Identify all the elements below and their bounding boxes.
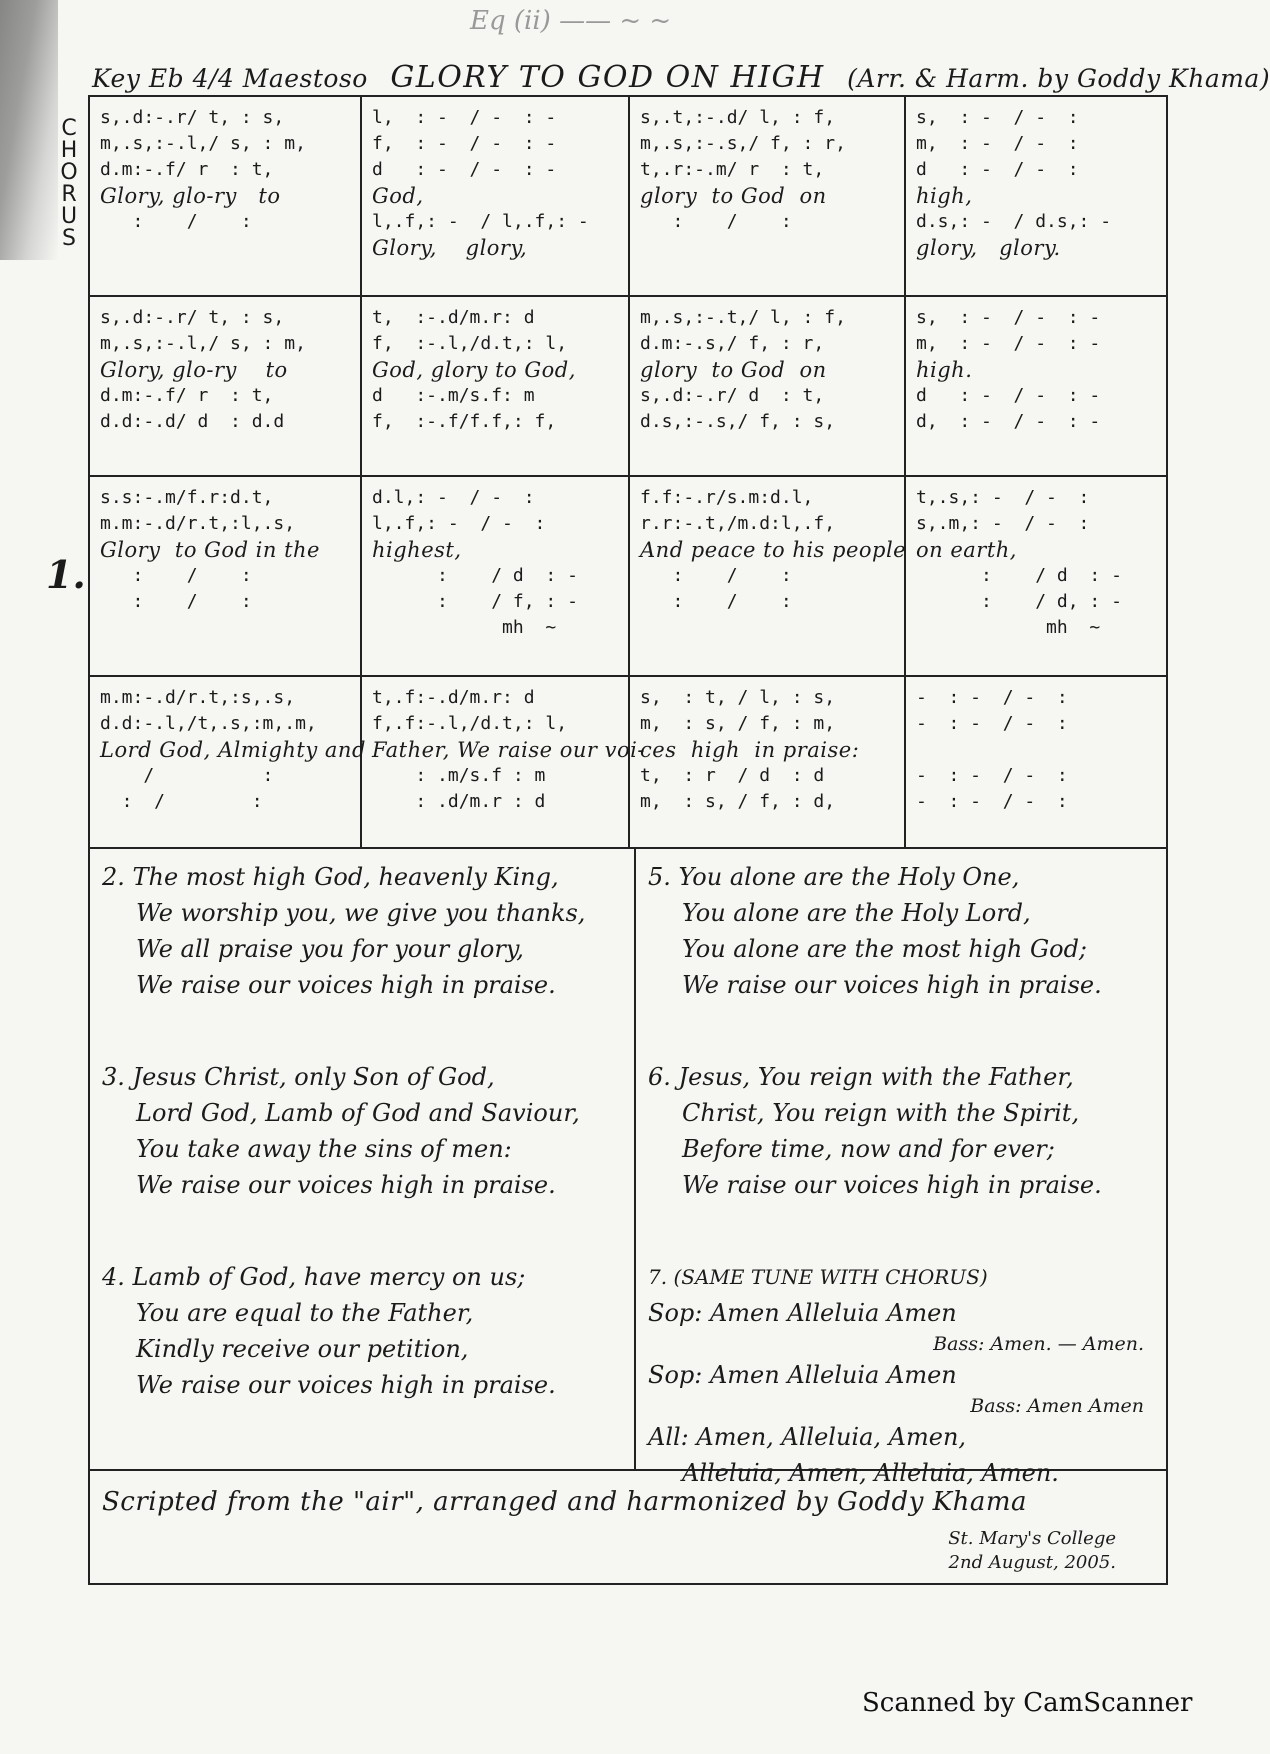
lyric-line: ces high in praise:: [640, 738, 860, 762]
chorus-letter: O: [60, 160, 78, 185]
lyric-line: And peace to his people: [640, 538, 907, 562]
solfa-line: - : - / - :: [916, 765, 1068, 786]
verse-line: We worship you, we give you thanks,: [136, 899, 586, 927]
chorus-letter: H: [60, 138, 78, 163]
solfa-line: mh ~: [372, 617, 557, 638]
chorus-letter: C: [61, 116, 77, 141]
verse-7-line: Sop: Amen Alleluia Amen: [648, 1361, 957, 1389]
solfa-line: d.s,: - / d.s,: -: [916, 211, 1112, 232]
verse-line: 3. Jesus Christ, only Son of God,: [102, 1063, 495, 1091]
lyric-line: God, glory to God,: [372, 358, 576, 382]
solfa-line: s, : - / - : -: [916, 307, 1101, 328]
lyric-line: highest,: [372, 538, 462, 562]
music-cell: [630, 297, 906, 477]
verse-4: [90, 1249, 636, 1471]
verse-6: [636, 1049, 1166, 1249]
arranger-credit: (Arr. & Harm. by Goddy Khama): [847, 64, 1270, 93]
solfa-line: d.s,:-.s,/ f, : s,: [640, 411, 836, 432]
solfa-line: m,.s,:-.l,/ s, : m,: [100, 333, 306, 354]
solfa-line: s,.d:-.r/ t, : s,: [100, 307, 285, 328]
solfa-line: / :: [100, 765, 274, 786]
solfa-line: : / :: [100, 211, 252, 232]
verse-line: 2. The most high God, heavenly King,: [102, 863, 559, 891]
solfa-line: m,.s,:-.l,/ s, : m,: [100, 133, 306, 154]
music-cell: [630, 477, 906, 677]
solfa-line: : / :: [100, 791, 263, 812]
solfa-line: : / f, : -: [372, 591, 578, 612]
music-cell: [906, 477, 1166, 677]
solfa-line: l, : - / - : -: [372, 107, 557, 128]
chorus-letter: U: [60, 204, 78, 229]
solfa-line: : .d/m.r : d: [372, 791, 546, 812]
verse-line: 5. You alone are the Holy One,: [648, 863, 1020, 891]
key-tempo: Key Eb 4/4 Maestoso: [92, 64, 368, 93]
verse-line: We raise our voices high in praise.: [136, 1371, 556, 1399]
solfa-line: d.l,: - / - :: [372, 487, 535, 508]
lyric-line: Father, We raise our voi-: [372, 738, 645, 762]
solfa-line: d.m:-.f/ r : t,: [100, 159, 274, 180]
solfa-line: d.d:-.l,/t,.s,:m,.m,: [100, 713, 317, 734]
verse-line: 6. Jesus, You reign with the Father,: [648, 1063, 1074, 1091]
music-cell: [906, 297, 1166, 477]
solfa-line: m, : - / - :: [916, 133, 1079, 154]
solfa-line: d : - / - : -: [372, 159, 557, 180]
verse-7-line: Bass: Amen. — Amen.: [933, 1333, 1144, 1355]
lyric-line: Glory, glo-ry to: [100, 358, 288, 382]
solfa-line: m,.s,:-.s,/ f, : r,: [640, 133, 846, 154]
verses-section: [90, 849, 1166, 1487]
verse-7-line: Bass: Amen Amen: [970, 1395, 1144, 1417]
solfa-line: f, :-.l,/d.t,: l,: [372, 333, 568, 354]
music-cell: [906, 677, 1166, 849]
tonic-solfa-grid: [90, 97, 1166, 849]
solfa-line: s.s:-.m/f.r:d.t,: [100, 487, 274, 508]
lyric-line: Glory, glory,: [372, 236, 528, 260]
verse-one-number: 1.: [46, 552, 86, 597]
solfa-line: mh ~: [916, 617, 1101, 638]
solfa-line: r.r:-.t,/m.d:l,.f,: [640, 513, 836, 534]
music-cell: [906, 97, 1166, 297]
verse-7-line: All: Amen, Alleluia, Amen,: [648, 1423, 967, 1451]
solfa-line: d : - / - :: [916, 159, 1079, 180]
solfa-line: l,.f,: - / l,.f,: -: [372, 211, 589, 232]
lyric-line: glory, glory.: [916, 236, 1061, 260]
music-cell: [362, 297, 630, 477]
solfa-line: d.m:-.s,/ f, : r,: [640, 333, 825, 354]
verse-3: [90, 1049, 636, 1249]
scanner-watermark: Scanned by CamScanner: [862, 1688, 1193, 1718]
solfa-line: f,.f:-.l,/d.t,: l,: [372, 713, 568, 734]
verse-7-heading: 7. (SAME TUNE WITH CHORUS): [648, 1265, 988, 1289]
footer-date: 2nd August, 2005.: [948, 1552, 1116, 1573]
top-note: Eq (ii) —— ~ ~: [470, 6, 672, 36]
verse-2: [90, 849, 636, 1049]
solfa-line: m.m:-.d/r.t,:l,.s,: [100, 513, 296, 534]
solfa-line: t, : r / d : d: [640, 765, 825, 786]
solfa-line: f.f:-.r/s.m:d.l,: [640, 487, 814, 508]
solfa-line: [916, 737, 1158, 763]
solfa-line: d.m:-.f/ r : t,: [100, 385, 274, 406]
solfa-line: t,.s,: - / - :: [916, 487, 1090, 508]
solfa-line: m.m:-.d/r.t,:s,.s,: [100, 687, 296, 708]
solfa-line: f, : - / - : -: [372, 133, 557, 154]
music-cell: [630, 677, 906, 849]
verse-line: Christ, You reign with the Spirit,: [682, 1099, 1080, 1127]
solfa-line: : / :: [640, 591, 792, 612]
solfa-line: d, : - / - : -: [916, 411, 1101, 432]
verse-line: We raise our voices high in praise.: [136, 1171, 556, 1199]
music-cell: [90, 297, 362, 477]
footer: [90, 1473, 1166, 1583]
verse-5: [636, 849, 1166, 1049]
lyric-line: Glory, glo-ry to: [100, 184, 281, 208]
solfa-line: : / :: [640, 565, 792, 586]
verse-line: We raise our voices high in praise.: [682, 1171, 1102, 1199]
solfa-line: : / :: [640, 211, 792, 232]
verse-line: You are equal to the Father,: [136, 1299, 474, 1327]
music-cell: [90, 97, 362, 297]
solfa-line: m, : s, / f, : m,: [640, 713, 836, 734]
verse-line: We all praise you for your glory,: [136, 935, 524, 963]
lyric-line: Glory to God in the: [100, 538, 320, 562]
song-title: GLORY TO GOD ON HIGH: [390, 60, 825, 95]
music-cell: [90, 477, 362, 677]
solfa-line: : / d : -: [916, 565, 1122, 586]
solfa-line: s, : t, / l, : s,: [640, 687, 836, 708]
solfa-line: s, : - / - :: [916, 107, 1079, 128]
verse-line: Lord God, Lamb of God and Saviour,: [136, 1099, 580, 1127]
music-cell: [630, 97, 906, 297]
solfa-line: m, : s, / f, : d,: [640, 791, 836, 812]
verse-line: You alone are the most high God;: [682, 935, 1088, 963]
solfa-line: - : - / - :: [916, 713, 1068, 734]
solfa-line: f, :-.f/f.f,: f,: [372, 411, 557, 432]
music-cell: [362, 97, 630, 297]
verse-line: We raise our voices high in praise.: [136, 971, 556, 999]
chorus-label: [54, 118, 84, 288]
solfa-line: m, : - / - : -: [916, 333, 1101, 354]
chorus-letter: R: [61, 182, 77, 207]
solfa-line: s,.m,: - / - :: [916, 513, 1090, 534]
solfa-line: l,.f,: - / - :: [372, 513, 546, 534]
verse-7: [636, 1249, 1166, 1487]
solfa-line: t,.f:-.d/m.r: d: [372, 687, 535, 708]
footer-place: St. Mary's College: [948, 1528, 1116, 1549]
solfa-line: : / :: [100, 591, 252, 612]
lyric-line: glory to God on: [640, 358, 827, 382]
footer-credit: Scripted from the "air", arranged and harmonized by Goddy Khama: [102, 1487, 1027, 1517]
music-sheet: [88, 95, 1168, 1585]
solfa-line: - : - / - :: [916, 791, 1068, 812]
music-cell: [362, 477, 630, 677]
solfa-line: d : - / - : -: [916, 385, 1101, 406]
solfa-line: s,.d:-.r/ t, : s,: [100, 107, 285, 128]
lyric-line: on earth,: [916, 538, 1017, 562]
verse-line: Kindly receive our petition,: [136, 1335, 469, 1363]
lyric-line: high,: [916, 184, 973, 208]
solfa-line: : / d, : -: [916, 591, 1122, 612]
music-cell: [90, 677, 366, 849]
verse-line: You alone are the Holy Lord,: [682, 899, 1031, 927]
scan-edge-shadow: [0, 0, 58, 260]
chorus-letter: S: [62, 226, 76, 251]
verse-line: Before time, now and for ever;: [682, 1135, 1055, 1163]
solfa-line: : .m/s.f : m: [372, 765, 546, 786]
solfa-line: : / :: [100, 565, 252, 586]
solfa-line: : / d : -: [372, 565, 578, 586]
verse-line: You take away the sins of men:: [136, 1135, 512, 1163]
solfa-line: - : - / - :: [916, 687, 1068, 708]
solfa-line: m,.s,:-.t,/ l, : f,: [640, 307, 846, 328]
solfa-line: d :-.m/s.f: m: [372, 385, 535, 406]
lyric-line: God,: [372, 184, 424, 208]
lyric-line: high.: [916, 358, 973, 382]
verse-7-line: Alleluia, Amen, Alleluia, Amen.: [682, 1459, 1059, 1487]
solfa-line: d.d:-.d/ d : d.d: [100, 411, 285, 432]
solfa-line: s,.d:-.r/ d : t,: [640, 385, 825, 406]
music-cell: [362, 677, 645, 849]
page-header: [92, 60, 1270, 100]
verse-line: We raise our voices high in praise.: [682, 971, 1102, 999]
lyric-line: glory to God on: [640, 184, 827, 208]
verse-7-line: Sop: Amen Alleluia Amen: [648, 1299, 957, 1327]
solfa-line: t, :-.d/m.r: d: [372, 307, 535, 328]
lyric-line: Lord God, Almighty and: [100, 738, 366, 762]
solfa-line: s,.t,:-.d/ l, : f,: [640, 107, 836, 128]
verse-line: 4. Lamb of God, have mercy on us;: [102, 1263, 526, 1291]
solfa-line: t,.r:-.m/ r : t,: [640, 159, 825, 180]
